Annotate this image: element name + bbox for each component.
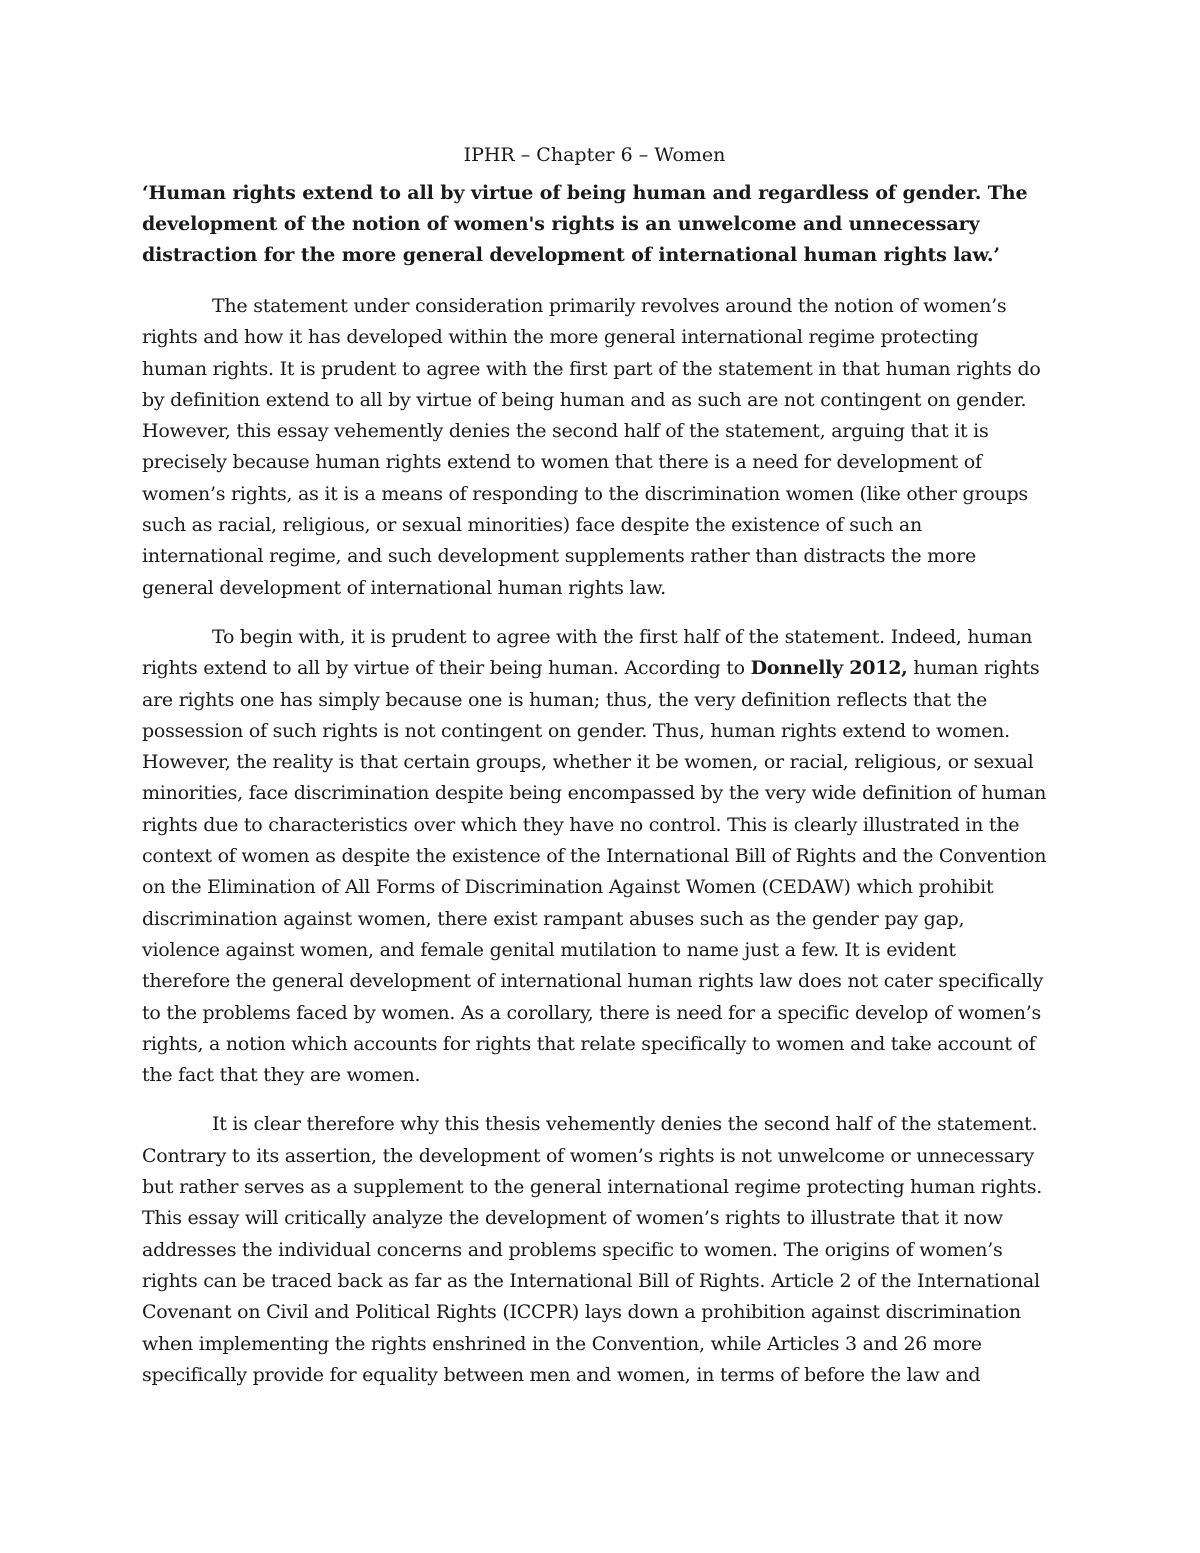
citation-donnelly: Donnelly 2012, (750, 657, 908, 680)
document-page (142, 138, 1047, 1409)
paragraph-1: The statement under consideration primarily revolves around the notion of women’s rights and how it has developed within the more general international regime protecting human rights. It is prudent to agree with the first part of the statement in that human rights do by definition extend to all by virtue of being human and as such are not contingent on gender. However, this essay vehemently denies the second half of the statement, arguing that it is precisely because human rights extend to women that there is a need for development of women’s rights, as it is a means of responding to the discrimination women (like other groups such as racial, religious, or sexual minorities) face despite the existence of such an international regime, and such development supplements rather than distracts the more general development of international human rights law. (142, 295, 1041, 599)
page-title: IPHR – Chapter 6 – Women (463, 144, 726, 166)
paragraph-2 (142, 622, 1047, 1091)
paragraph-2-text-start: To begin with, it is prudent to agree with the first half of the statement. Indeed, human rights extend to all by virtue of their being human. According to (142, 625, 1033, 680)
essay-quote: ‘Human rights extend to all by virtue of being human and regardless of gender. The development of the notion of women's rights is an unwelcome and unnecessary distraction for the more general development of international human rights law.’ (142, 182, 1028, 266)
paragraph-3: It is clear therefore why this thesis vehemently denies the second half of the statement. Contrary to its assertion, the development of women’s rights is not unwelcome or unnecessary but rather serves as a supplement to the general international regime protecting human rights. This essay will critically analyze the development of women’s rights to illustrate that it now addresses the individual concerns and problems specific to women. The origins of women’s rights can be traced back as far as the International Bill of Rights. Article 2 of the International Covenant on Civil and Political Rights (ICCPR) lays down a prohibition against discrimination when implementing the rights enshrined in the Convention, while Articles 3 and 26 more specifically provide for equality between men and women, in terms of before the law and (142, 1113, 1043, 1386)
paragraph-2-text-end: human rights are rights one has simply because one is human; thus, the very definition reflects that the possession of such rights is not contingent on gender. Thus, human rights extend to women. However, the reality is that certain groups, whether it be women, or racial, religious, or sexual minorities, face discrimination despite being encompassed by the very wide definition of human rights due to characteristics over which they have no control. This is clearly illustrated in the context of women as despite the existence of the International Bill of Rights and the Convention on the Elimination of All Forms of Discrimination Against Women (CEDAW) which prohibit discrimination against women, there exist rampant abuses such as the gender pay gap, violence against women, and female genital mutilation to name just a few. It is evident therefore the general development of international human rights law does not cater specifically to the problems faced by women. As a corollary, there is need for a specific develop of women’s rights, a notion which accounts for rights that relate specifically to women and take account of the fact that they are women. (142, 657, 1047, 1087)
